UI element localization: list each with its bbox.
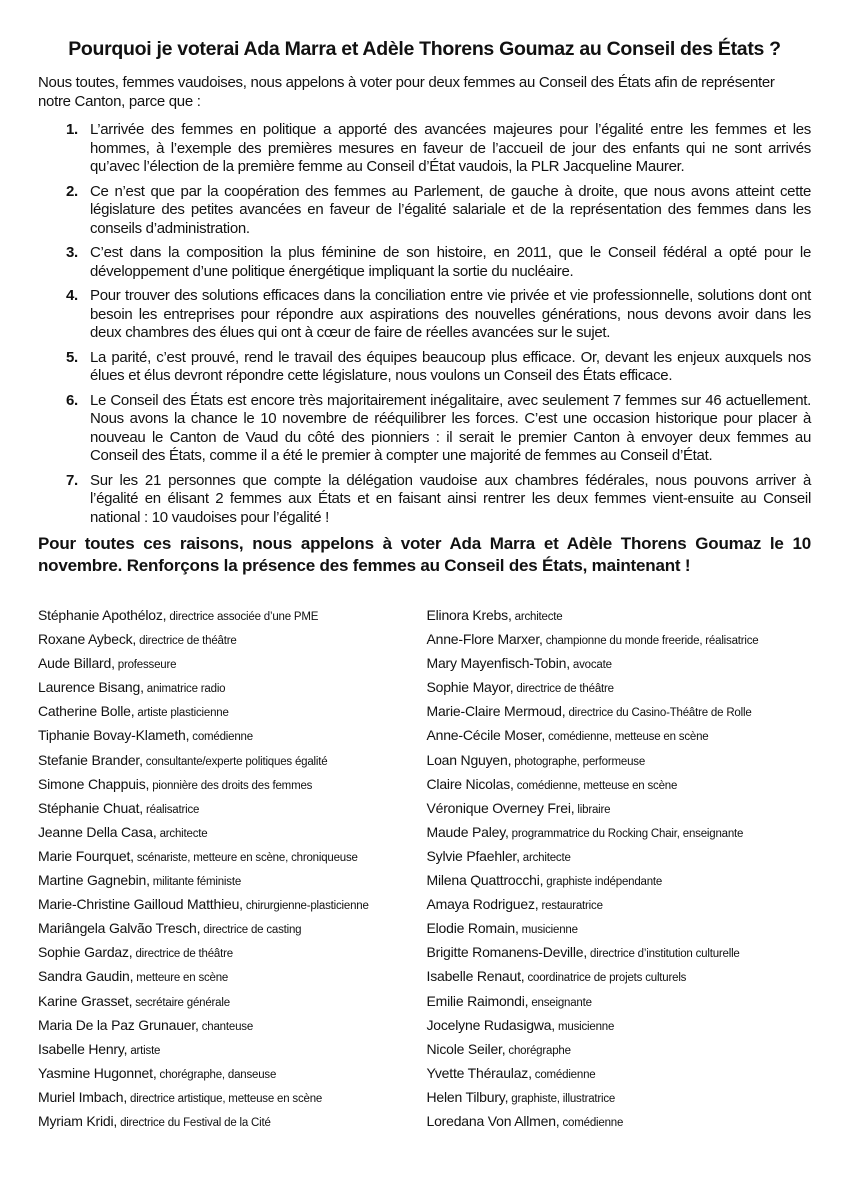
signatory-name: Isabelle Renaut, (426, 968, 525, 985)
signatory-entry (38, 1113, 423, 1137)
conclusion-paragraph: Pour toutes ces raisons, nous appelons à voter Ada Marra et Adèle Thorens Goumaz le 10 novembre. Renforçons la présence des femmes au Conseil des États, maintenant ! (38, 534, 811, 575)
signatory-role: photographe, performeuse (511, 755, 646, 768)
signatory-entry (427, 824, 812, 848)
reason-number: 4. (66, 287, 78, 304)
signatory-name: Yvette Théraulaz, (426, 1064, 532, 1081)
signatory-role: chorégraphe, danseuse (156, 1068, 277, 1081)
signatory-name: Marie-Christine Gailloud Matthieu, (38, 896, 243, 913)
signatory-entry (38, 1017, 423, 1041)
reason-item (48, 244, 811, 281)
signatory-entry (427, 993, 812, 1017)
signatory-name: Isabelle Henry, (38, 1040, 128, 1057)
intro-paragraph: Nous toutes, femmes vaudoises, nous appelons à voter pour deux femmes au Conseil des États afin de représenter notre Canton, parce que : (38, 74, 775, 110)
signatory-name: Myriam Kridi, (38, 1112, 118, 1129)
signatory-entry (427, 1113, 812, 1137)
reason-text: Sur les 21 personnes que compte la délégation vaudoise aux chambres fédérales, nous pouvons arriver à l’égalité en élisant 2 femmes aux États et en faisant ainsi rentrer les deux femmes vient-ensuite au Conseil national : 10 vaudoises pour l’égalité ! (90, 471, 811, 526)
signatory-role: restauratrice (538, 900, 603, 913)
signatory-name: Elinora Krebs, (426, 607, 512, 623)
signatory-name: Amaya Rodriguez, (426, 896, 539, 913)
signatory-role: artiste plasticienne (134, 707, 229, 720)
signatory-entry (38, 993, 423, 1017)
signatory-role: chorégraphe (505, 1044, 571, 1057)
signatory-role: professeure (114, 659, 177, 672)
reasons-list (38, 121, 811, 527)
signatory-role: directrice de théâtre (513, 683, 614, 696)
signatory-name: Roxane Aybeck, (38, 631, 137, 648)
signatory-role: artiste (127, 1044, 161, 1057)
signatory-name: Laurence Bisang, (38, 679, 144, 696)
signatory-entry (427, 1017, 812, 1041)
signatory-entry (38, 776, 423, 800)
signatory-name: Stéphanie Chuat, (38, 799, 143, 816)
signatory-entry (427, 703, 812, 727)
signatory-name: Stéphanie Apothéloz, (38, 607, 167, 623)
signatory-name: Anne-Flore Marxer, (426, 631, 543, 648)
signatory-name: Helen Tilbury, (426, 1088, 509, 1105)
signatory-role: avocate (569, 659, 612, 672)
signatory-role: directrice associée d’une PME (166, 611, 319, 623)
reason-text: C’est dans la composition la plus féminine de son histoire, en 2011, que le Conseil fédéral a opté pour le développement d’une politique énergétique impliquant la sortie du nucléaire. (90, 244, 811, 280)
signatory-entry (38, 872, 423, 896)
signatory-name: Véronique Overney Frei, (426, 799, 575, 816)
signatory-entry (38, 703, 423, 727)
signatory-role: graphiste indépendante (543, 876, 663, 889)
signatory-entry (38, 607, 423, 631)
signatory-role: enseignante (528, 996, 592, 1009)
signatory-entry (427, 631, 812, 655)
reason-item (48, 392, 811, 466)
signatory-entry (38, 727, 423, 751)
reason-item (48, 183, 811, 239)
signatory-role: chanteuse (198, 1020, 254, 1033)
reason-item (48, 121, 811, 177)
reason-number: 7. (66, 471, 78, 489)
signatories-right-column (427, 607, 812, 1137)
signatory-entry (427, 920, 812, 944)
signatory-name: Karine Grasset, (38, 992, 133, 1009)
signatory-role: comédienne, metteuse en scène (545, 731, 709, 744)
signatory-entry (38, 752, 423, 776)
signatory-role: architecte (156, 827, 208, 840)
reason-text: Le Conseil des États est encore très majoritairement inégalitaire, avec seulement 7 femmes sur 46 actuellement. Nous avons la chance le 10 novembre de rééquilibrer les forces. C’est une occasion historique pour placer à nouveau le Canton de Vaud du côté des pionniers : il serait le premier Canton à envoyer deux femmes au Conseil des États, comme il a été le premier à compter une majorité de femmes au Conseil d’État. (90, 391, 811, 464)
signatory-entry (38, 655, 423, 679)
reason-text: Pour trouver des solutions efficaces dans la conciliation entre vie privée et vie professionnelle, solutions dont ont besoin les entreprises pour répondre aux aspirations des nouvelles générations, nous devons avoir dans les deux chambres des élues qui ont à cœur de faire de réelles avancées sur le sujet. (90, 287, 811, 341)
reason-item (48, 287, 811, 343)
signatory-entry (427, 1089, 812, 1113)
signatory-role: directrice d’institution culturelle (587, 948, 740, 961)
signatory-name: Simone Chappuis, (38, 775, 150, 792)
signatory-entry (427, 655, 812, 679)
signatory-role: chirurgienne-plasticienne (242, 900, 369, 913)
reason-number: 5. (66, 348, 78, 366)
signatory-role: programmatrice du Rocking Chair, enseignante (508, 827, 744, 840)
reason-item (48, 349, 811, 386)
signatory-role: championne du monde freeride, réalisatrice (542, 635, 759, 648)
signatory-entry (38, 896, 423, 920)
signatory-name: Maude Paley, (426, 823, 509, 840)
signatory-entry (427, 1065, 812, 1089)
signatory-role: directrice du Casino-Théâtre de Rolle (565, 707, 752, 720)
signatory-name: Anne-Cécile Moser, (426, 727, 546, 744)
signatory-name: Stefanie Brander, (38, 751, 143, 768)
reason-number: 1. (66, 121, 78, 138)
document-title: Pourquoi je voterai Ada Marra et Adèle Thorens Goumaz au Conseil des États ? (68, 38, 781, 60)
signatory-role: architecte (519, 851, 571, 864)
signatory-role: réalisatrice (143, 803, 200, 816)
signatory-role: comédienne (189, 731, 253, 744)
signatory-name: Claire Nicolas, (426, 775, 514, 792)
signatory-name: Elodie Romain, (426, 920, 519, 937)
signatories-section (38, 607, 811, 1137)
signatory-name: Nicole Seiler, (426, 1040, 506, 1057)
signatory-name: Sophie Gardaz, (38, 944, 133, 961)
signatory-role: musicienne (555, 1020, 615, 1033)
signatory-role: directrice artistique, metteuse en scène (127, 1092, 323, 1105)
signatory-name: Tiphanie Bovay-Klameth, (38, 727, 190, 744)
signatory-name: Sandra Gaudin, (38, 968, 134, 985)
signatory-entry (427, 1041, 812, 1065)
signatory-name: Jeanne Della Casa, (38, 823, 157, 840)
signatory-entry (38, 1089, 423, 1113)
signatory-entry (427, 968, 812, 992)
signatory-name: Marie-Claire Mermoud, (426, 703, 566, 720)
signatory-role: architecte (511, 611, 563, 623)
signatory-entry (38, 800, 423, 824)
signatory-name: Sylvie Pfaehler, (426, 847, 520, 864)
signatory-name: Yasmine Hugonnet, (38, 1064, 157, 1081)
signatory-entry (38, 824, 423, 848)
signatory-name: Loan Nguyen, (426, 751, 512, 768)
signatory-entry (427, 607, 812, 631)
signatories-left-column (38, 607, 423, 1137)
signatory-role: libraire (574, 803, 611, 816)
signatory-role: directrice de théâtre (136, 635, 237, 648)
signatory-entry (38, 679, 423, 703)
signatory-role: directrice du Festival de la Cité (117, 1116, 271, 1129)
signatory-entry (38, 968, 423, 992)
signatory-role: pionnière des droits des femmes (149, 779, 313, 792)
signatory-name: Maria De la Paz Grunauer, (38, 1016, 199, 1033)
signatory-name: Martine Gagnebin, (38, 872, 150, 889)
signatory-role: coordinatrice de projets culturels (524, 972, 687, 985)
signatory-entry (427, 800, 812, 824)
signatory-entry (38, 848, 423, 872)
signatory-name: Catherine Bolle, (38, 703, 135, 720)
signatory-entry (38, 1065, 423, 1089)
signatory-entry (38, 631, 423, 655)
signatory-role: metteure en scène (133, 972, 229, 985)
reason-item (48, 472, 811, 528)
signatory-entry (38, 1041, 423, 1065)
signatory-name: Muriel Imbach, (38, 1088, 128, 1105)
reason-text: Ce n’est que par la coopération des femmes au Parlement, de gauche à droite, que nous avons atteint cette législature des petites avancées en faveur de l’égalité salariale et de la représentation des femmes dans les conseils d’administration. (90, 182, 811, 237)
signatory-role: scénariste, metteure en scène, chroniqueuse (133, 851, 358, 864)
signatory-entry (38, 920, 423, 944)
signatory-role: comédienne (559, 1116, 624, 1129)
signatory-role: consultante/experte politiques égalité (142, 755, 328, 768)
reason-number: 2. (66, 182, 78, 200)
signatory-role: musicienne (518, 924, 578, 937)
signatory-name: Marie Fourquet, (38, 847, 134, 864)
signatory-name: Sophie Mayor, (426, 679, 514, 696)
signatory-role: comédienne, metteuse en scène (513, 779, 678, 792)
signatory-entry (427, 776, 812, 800)
signatory-name: Mariângela Galvão Tresch, (38, 920, 201, 937)
reason-text: La parité, c’est prouvé, rend le travail des équipes beaucoup plus efficace. Or, devant les enjeux auxquels nos élues et élus devront répondre cette législature, nous voulons un Conseil des États efficace. (90, 348, 811, 384)
signatory-name: Brigitte Romanens-Deville, (426, 944, 588, 961)
signatory-entry (427, 848, 812, 872)
signatory-name: Mary Mayenfisch-Tobin, (426, 655, 570, 672)
signatory-name: Jocelyne Rudasigwa, (426, 1016, 555, 1033)
signatory-name: Emilie Raimondi, (426, 992, 529, 1009)
signatory-role: directrice de théâtre (132, 948, 233, 961)
signatory-entry (427, 872, 812, 896)
signatory-role: graphiste, illustratrice (508, 1092, 616, 1105)
signatory-role: secrétaire générale (132, 996, 230, 1009)
reason-text: L’arrivée des femmes en politique a apporté des avancées majeures pour l’égalité entre les femmes et les hommes, à l’exemple des premières mesures en faveur de l’accueil de jour des enfants qui ne sont arrivés qu’avec l’élection de la première femme au Conseil d’État vaudois, la PLR Jacqueline Maurer. (90, 121, 811, 175)
signatory-role: animatrice radio (143, 683, 226, 696)
signatory-entry (427, 752, 812, 776)
signatory-name: Milena Quattrocchi, (426, 872, 544, 889)
signatory-entry (427, 727, 812, 751)
signatory-entry (427, 944, 812, 968)
signatory-entry (38, 944, 423, 968)
signatory-role: directrice de casting (200, 924, 302, 937)
signatory-entry (427, 679, 812, 703)
signatory-role: militante féministe (149, 876, 242, 889)
signatory-name: Loredana Von Allmen, (426, 1112, 560, 1129)
reason-number: 3. (66, 244, 78, 261)
signatory-name: Aude Billard, (38, 655, 115, 672)
signatory-role: comédienne (531, 1068, 596, 1081)
signatory-entry (427, 896, 812, 920)
reason-number: 6. (66, 391, 78, 409)
